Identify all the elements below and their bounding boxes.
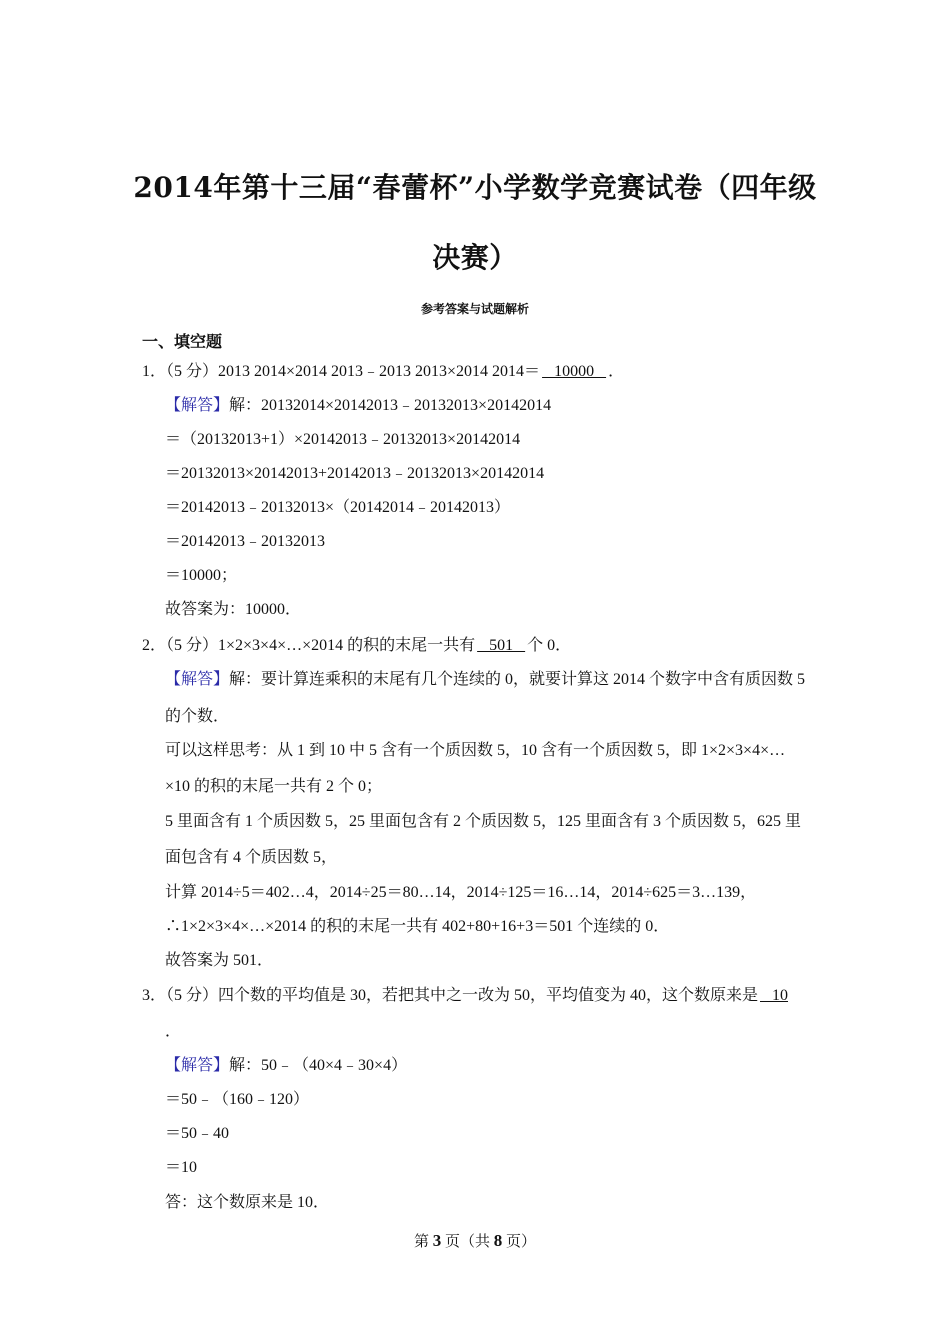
question-3-stem: 3．（5 分）四个数的平均值是 30，若把其中之一改为 50，平均值变为 40，这个数原来是	[142, 987, 759, 1004]
q1-solution-line: ＝20142013﹣20132013×（20142014﹣20142013）	[165, 499, 511, 516]
page-footer	[0, 1230, 950, 1251]
solution-text: 解：20132014×20142013﹣20132013×20142014	[229, 397, 552, 414]
q2-solution-line: 可以这样思考：从 1 到 10 中 5 含有一个质因数 5，10 含有一个质因数 5，即 1×2×3×4×…	[165, 742, 786, 759]
page-title-cont: 决赛）	[432, 241, 518, 274]
question-2-answer: 501	[477, 637, 526, 654]
question-1-answer: 10000	[542, 363, 607, 380]
question-1	[142, 362, 624, 382]
q1-solution-line: ＝（20132013+1）×20142013﹣20132013×20142014	[165, 431, 521, 448]
q1-solution-line: 故答案为：10000．	[165, 601, 302, 618]
footer-text: 页）	[502, 1234, 537, 1250]
page-number: 3	[432, 1231, 442, 1250]
solution-text: 解：50﹣（40×4﹣30×4）	[229, 1057, 408, 1074]
q3-solution-line: ＝10	[165, 1159, 198, 1176]
question-2-stem-end: 个 0．	[527, 637, 572, 654]
total-pages: 8	[493, 1231, 503, 1250]
solution-label: 【解答】	[165, 671, 230, 688]
q2-solution-line: 5 里面含有 1 个质因数 5，25 里面包含有 2 个质因数 5，125 里面含有 3 个质因数 5，625 里	[165, 813, 802, 830]
page-title: 2014年第十三届“春蕾杯”小学数学竞赛试卷（四年级	[133, 171, 817, 204]
section-heading: 一、填空题	[142, 332, 223, 351]
q1-solution-line: ＝20142013﹣20132013	[165, 533, 326, 550]
q3-solution-line: ＝50﹣（160﹣120）	[165, 1091, 310, 1108]
q3-solution-line: ＝50﹣40	[165, 1125, 230, 1142]
question-1-stem-end: ．	[608, 363, 625, 380]
question-3-answer: 10	[760, 987, 789, 1004]
q1-solution-line	[165, 396, 551, 416]
q2-solution-line: 的个数．	[165, 708, 230, 725]
question-2	[142, 636, 571, 656]
q3-solution-line: 答：这个数原来是 10．	[165, 1194, 330, 1211]
q2-solution-line: ∴1×2×3×4×…×2014 的积的末尾一共有 402+80+16+3＝501 个连续的 0．	[165, 918, 670, 935]
question-3	[142, 986, 790, 1006]
q2-solution-line	[165, 670, 805, 690]
q2-solution-line: 面包含有 4 个质因数 5，	[165, 849, 338, 866]
subtitle: 参考答案与试题解析	[420, 302, 529, 316]
q2-solution-line: 计算 2014÷5＝402…4，2014÷25＝80…14，2014÷125＝16…14，2014÷625＝3…139，	[165, 884, 757, 901]
q1-solution-line: ＝10000；	[165, 567, 238, 584]
footer-text: 页（共	[441, 1234, 494, 1250]
footer-text: 第	[413, 1234, 433, 1250]
question-1-stem: 1．（5 分）2013 2014×2014 2013﹣2013 2013×2014 2014＝	[142, 363, 541, 380]
q2-solution-line: 故答案为 501．	[165, 952, 274, 969]
solution-label: 【解答】	[165, 1057, 230, 1074]
q2-solution-line: ×10 的积的末尾一共有 2 个 0；	[165, 778, 383, 795]
q1-solution-line: ＝20132013×20142013+20142013﹣20132013×20142014	[165, 465, 545, 482]
question-3-stem-end: ．	[165, 1023, 182, 1040]
solution-label: 【解答】	[165, 397, 230, 414]
q3-solution-line	[165, 1056, 407, 1076]
question-2-stem: 2．（5 分）1×2×3×4×…×2014 的积的末尾一共有	[142, 637, 476, 654]
solution-text: 解：要计算连乘积的末尾有几个连续的 0，就要计算这 2014 个数字中含有质因数 5	[229, 671, 806, 688]
